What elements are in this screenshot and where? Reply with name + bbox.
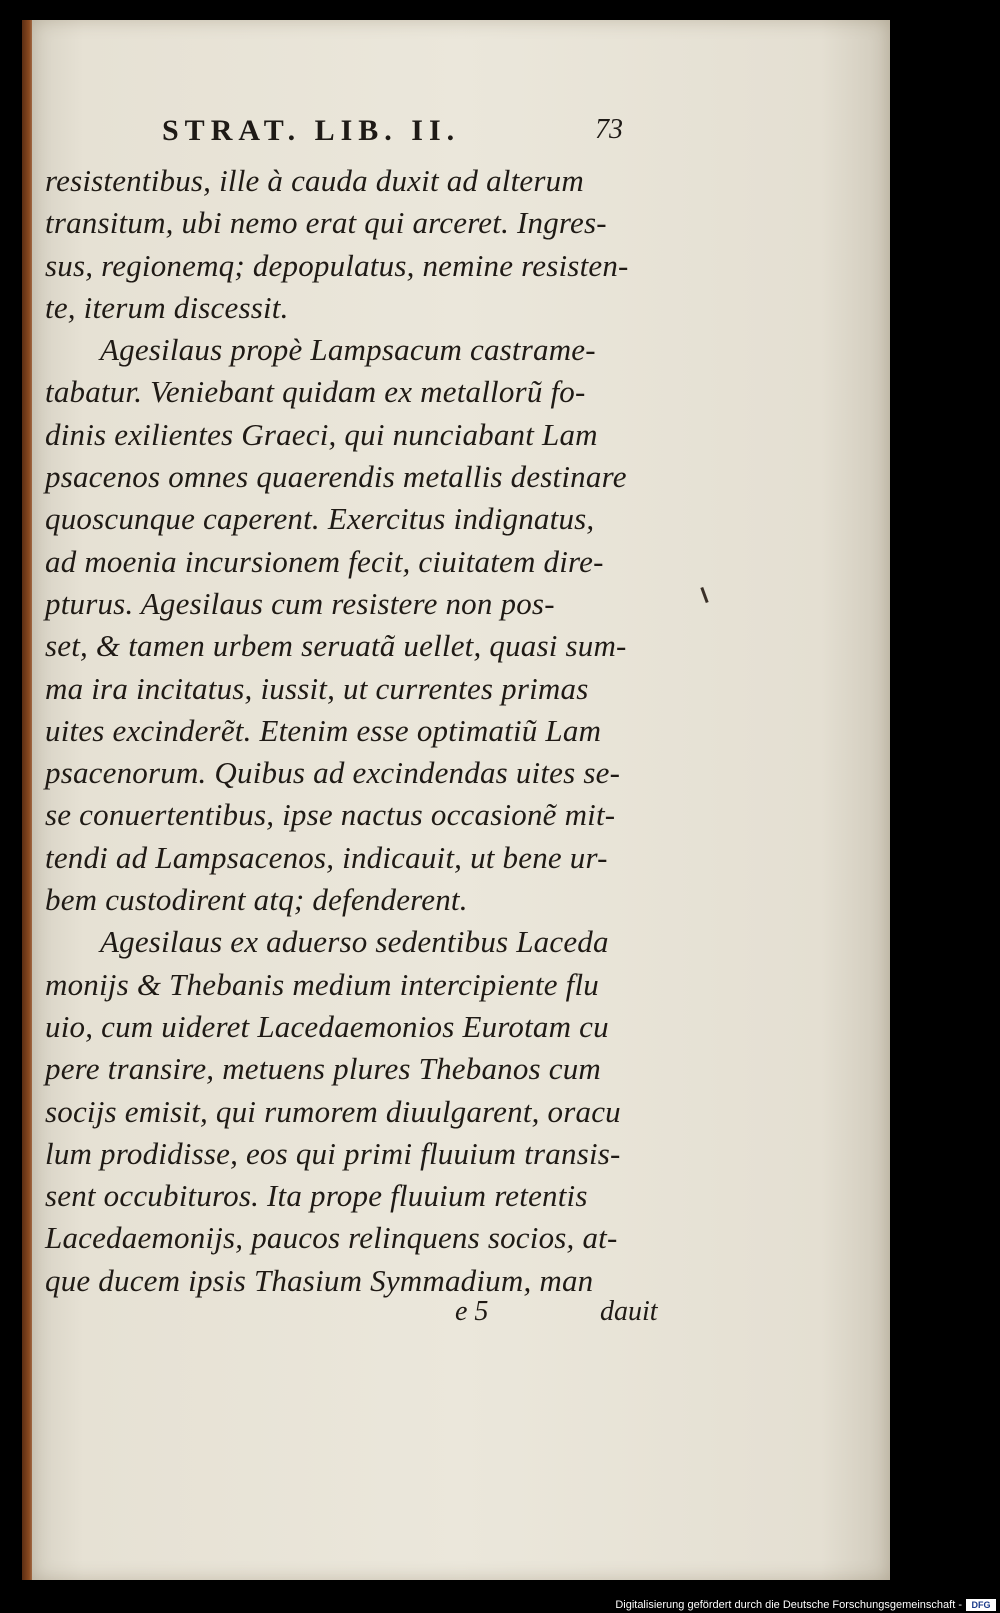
text-line: sent occubituros. Ita prope fluuium retentis	[45, 1178, 588, 1214]
running-head-title: STRAT. LIB. II.	[162, 114, 461, 147]
footer-bar	[0, 1597, 1000, 1613]
text-line: set, & tamen urbem seruatã uellet, quasi sum-	[45, 628, 627, 664]
text-line: pturus. Agesilaus cum resistere non pos-	[45, 585, 555, 621]
text-line: uites excinderẽt. Etenim esse optimatiũ Lam	[45, 712, 602, 748]
text-line: monijs & Thebanis medium intercipiente flu	[45, 966, 600, 1002]
text-line: dinis exilientes Graeci, qui nunciabant Lam	[45, 416, 598, 452]
body-text	[45, 160, 685, 1302]
text-line: psacenos omnes quaerendis metallis destinare	[45, 459, 627, 495]
text-line: socijs emisit, qui rumorem diuulgarent, oracu	[45, 1093, 621, 1129]
text-line: uio, cum uideret Lacedaemonios Eurotam cu	[45, 1008, 609, 1044]
text-line: se conuertentibus, ipse nactus occasionẽ mit-	[45, 797, 616, 833]
text-line: ad moenia incursionem fecit, ciuitatem dire-	[45, 543, 604, 579]
text-line: psacenorum. Quibus ad excindendas uites se-	[45, 755, 621, 791]
text-line: ma ira incitatus, iussit, ut currentes primas	[45, 670, 589, 706]
text-line: sus, regionemq; depopulatus, nemine resisten-	[45, 247, 629, 283]
dfg-logo-icon: DFG	[966, 1599, 996, 1611]
funding-credit: Digitalisierung gefördert durch die Deutsche Forschungsgemeinschaft -	[615, 1599, 962, 1611]
text-line: te, iterum discessit.	[45, 289, 289, 325]
text-line: pere transire, metuens plures Thebanos cum	[45, 1051, 602, 1087]
signature-mark: e 5	[455, 1296, 489, 1327]
text-line: tabatur. Veniebant quidam ex metallorũ fo-	[45, 374, 586, 410]
text-line-paragraph-start: Agesilaus ex aduerso sedentibus Laceda	[100, 924, 609, 960]
text-line: transitum, ubi nemo erat qui arceret. Ingres-	[45, 205, 607, 241]
text-line-paragraph-start: Agesilaus propè Lampsacum castrame-	[100, 332, 596, 368]
catchline	[440, 1296, 680, 1332]
text-line: lum prodidisse, eos qui primi fluuium transis-	[45, 1135, 621, 1171]
text-line: quoscunque caperent. Exercitus indignatus,	[45, 501, 595, 537]
text-line: resistentibus, ille à cauda duxit ad alterum	[45, 163, 584, 198]
text-line: que ducem ipsis Thasium Symmadium, man	[45, 1262, 594, 1298]
text-line: bem custodirent atq; defenderent.	[45, 882, 468, 918]
catchword: dauit	[600, 1296, 658, 1327]
page-number: 73	[595, 114, 623, 145]
text-line: Lacedaemonijs, paucos relinquens socios, at-	[45, 1220, 618, 1256]
text-line: tendi ad Lampsacenos, indicauit, ut bene ur-	[45, 839, 608, 875]
running-head	[120, 108, 640, 148]
